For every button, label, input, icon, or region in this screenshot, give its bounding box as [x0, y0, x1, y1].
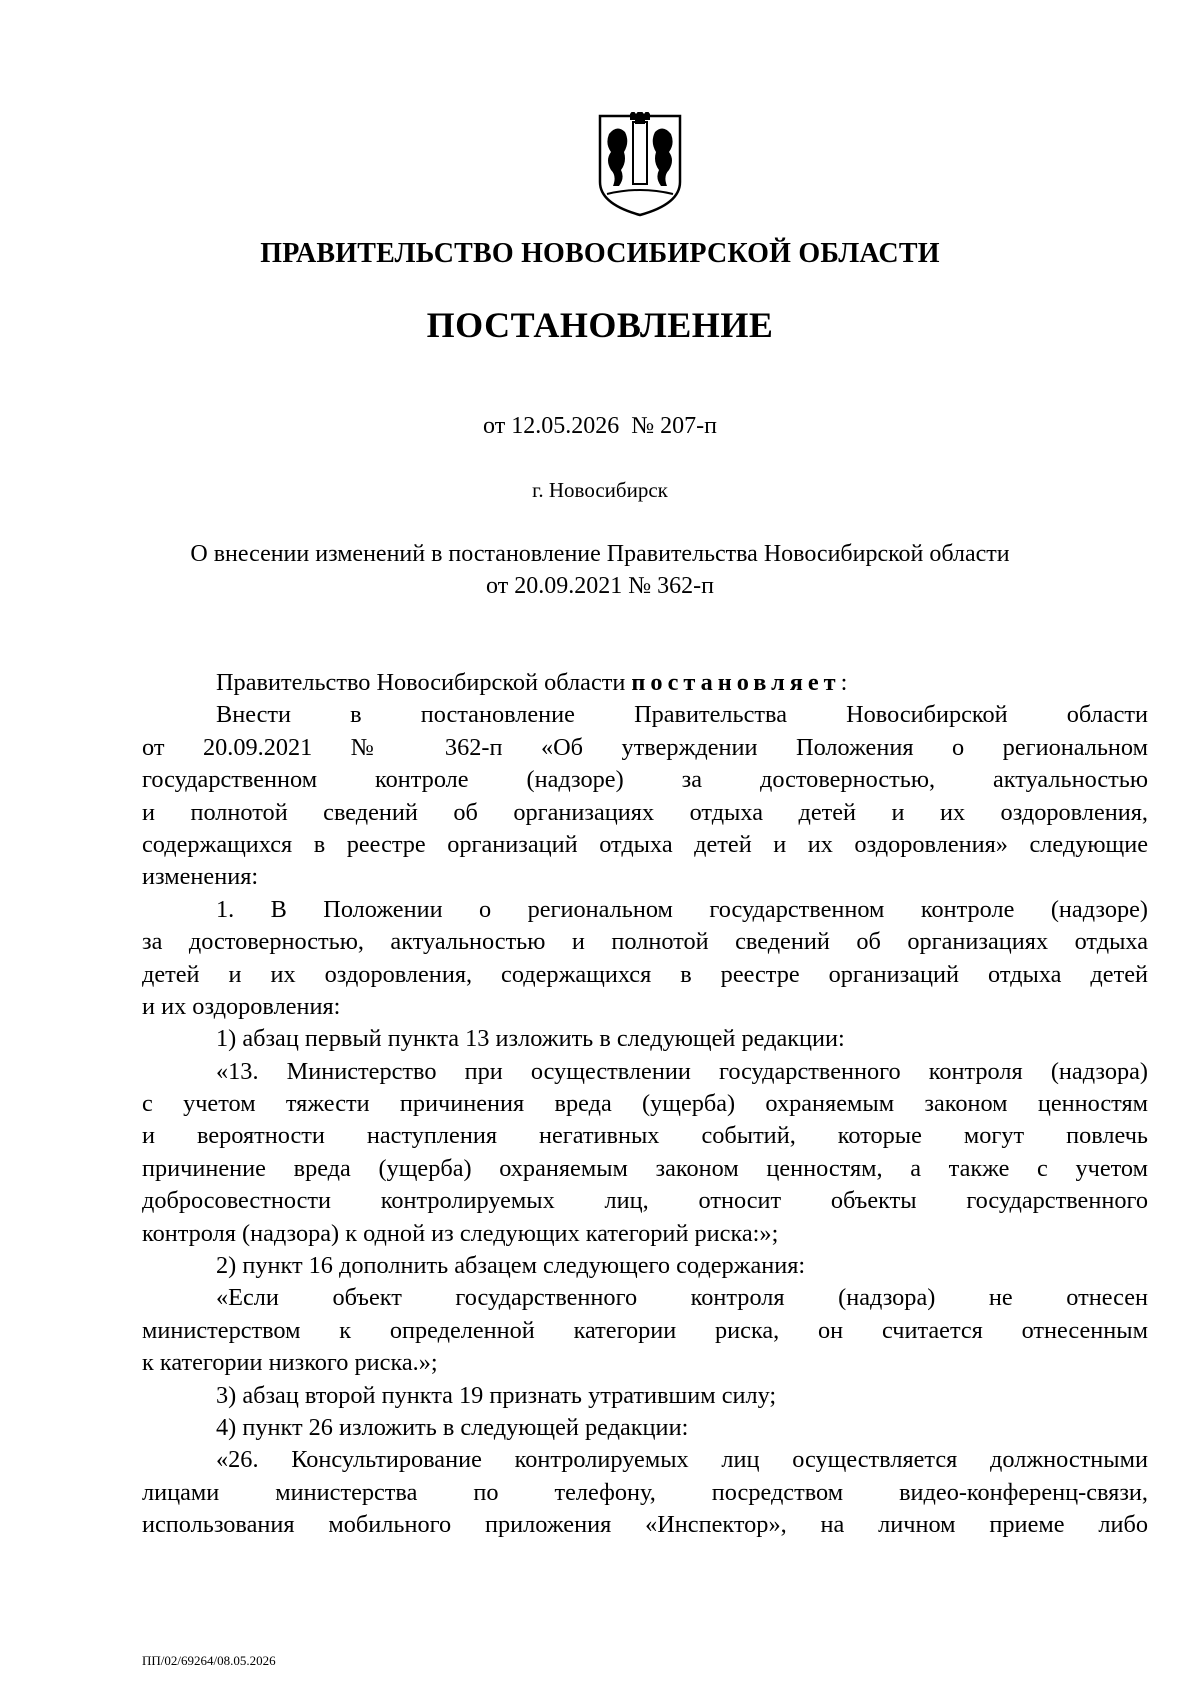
document-type: ПОСТАНОВЛЕНИЕ [426, 305, 774, 345]
body-line: 1. В Положении о региональном государственном контроле (надзоре) [216, 895, 1148, 923]
body-line: использования мобильного приложения «Инспектор», на личном приеме либо [142, 1511, 1148, 1539]
body-line: и полнотой сведений об организациях отдыха детей и их оздоровления, [142, 798, 1148, 826]
document-date-number: от 12.05.2026 № 207-п [483, 413, 717, 439]
body-line: и вероятности наступления негативных событий, которые могут повлечь [142, 1122, 1148, 1150]
document-title-line: О внесении изменений в постановление Правительства Новосибирской области [190, 541, 1010, 567]
body-line: к категории низкого риска.»; [142, 1349, 438, 1377]
body-line: 4) пункт 26 изложить в следующей редакции: [216, 1413, 689, 1441]
body-line: контроля (надзора) к одной из следующих категорий риска:»; [142, 1219, 779, 1247]
body-line: «13. Министерство при осуществлении государственного контроля (надзора) [216, 1057, 1148, 1085]
decree-verb: постановляет [631, 669, 841, 696]
body-line: государственном контроле (надзоре) за достоверностью, актуальностью [142, 766, 1148, 794]
body-line: причинение вреда (ущерба) охраняемым законом ценностям, а также с учетом [142, 1154, 1148, 1182]
coat-of-arms-icon [597, 112, 683, 218]
body-line: Внести в постановление Правительства Новосибирской области [216, 701, 1148, 729]
document-city: г. Новосибирск [532, 478, 668, 502]
body-line: за достоверностью, актуальностью и полнотой сведений об организациях отдыха [142, 928, 1148, 956]
document-registration-code: ПП/02/69264/08.05.2026 [142, 1653, 276, 1668]
body-line: 2) пункт 16 дополнить абзацем следующего содержания: [216, 1252, 806, 1280]
body-line: изменения: [142, 863, 259, 891]
decree-intro-text: Правительство Новосибирской области [216, 669, 632, 696]
document-title [0, 538, 1200, 602]
document-title-line: от 20.09.2021 № 362-п [486, 573, 714, 599]
decree-intro [142, 667, 1148, 699]
body-line: «26. Консультирование контролируемых лиц осуществляется должностными [216, 1446, 1148, 1474]
body-line: 1) абзац первый пункта 13 изложить в следующей редакции: [216, 1025, 845, 1053]
body-line: министерством к определенной категории риска, он считается отнесенным [142, 1316, 1148, 1344]
body-line: с учетом тяжести причинения вреда (ущерба) охраняемым законом ценностям [142, 1090, 1148, 1118]
body-line: детей и их оздоровления, содержащихся в реестре организаций отдыха детей [142, 960, 1148, 988]
document-body [142, 667, 1148, 1542]
decree-intro-colon: : [840, 669, 848, 696]
body-line: добросовестности контролируемых лиц, относит объекты государственного [142, 1187, 1148, 1215]
body-line: и их оздоровления: [142, 992, 341, 1020]
body-line: «Если объект государственного контроля (надзора) не отнесен [216, 1284, 1148, 1312]
body-line: содержащихся в реестре организаций отдыха детей и их оздоровления» следующие [142, 830, 1148, 858]
organization-name: ПРАВИТЕЛЬСТВО НОВОСИБИРСКОЙ ОБЛАСТИ [260, 238, 940, 269]
body-line: 3) абзац второй пункта 19 признать утратившим силу; [216, 1381, 777, 1409]
body-line: от 20.09.2021 № 362-п «Об утверждении Положения о региональном [142, 733, 1148, 761]
body-line: лицами министерства по телефону, посредством видео-конференц-связи, [142, 1478, 1148, 1506]
